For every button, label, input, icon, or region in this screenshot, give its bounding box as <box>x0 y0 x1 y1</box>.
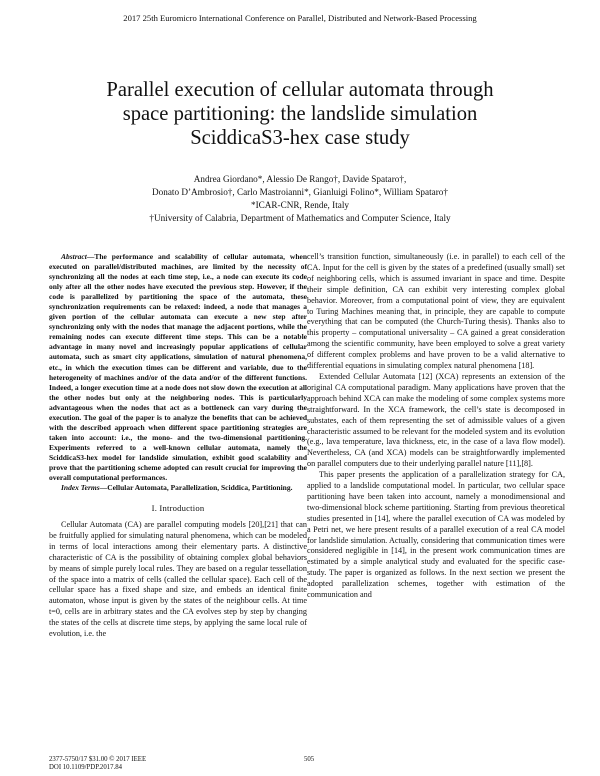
index-terms-text: —Cellular Automata, Parallelization, Sciddica, Partitioning. <box>99 483 293 493</box>
body-paragraph: Cellular Automata (CA) are parallel computing models [20],[21] that can be fruitfully applied for simulating natural phenomena, which can be modeled in terms of local interactions among their elementary parts. A distinctive characteristic of CA is the possibility of obtaining complex global behaviors by means of simple purely local rules. They are based on a regular tessellation of the space into a matrix of cells (called the cellular space). Each cell of the cellular space has a fixed shape and size, and embeds an identical finite automaton, whose input is given by the states of the neighbour cells. At time t=0, cells are in arbitrary states and the CA evolves step by step by changing the states of the cells at discrete time steps, by applying the same local rule of evolution, i.e. the <box>49 520 307 639</box>
right-column <box>307 252 565 601</box>
index-terms-label: Index Terms <box>61 483 100 493</box>
issn-text: 2377-5750/17 $31.00 © 2017 IEEE <box>49 756 147 763</box>
title-line: space partitioning: the landslide simulation <box>122 103 478 125</box>
conference-header: 2017 25th Euromicro International Conference on Parallel, Distributed and Network-Based Processing <box>123 13 477 23</box>
page-number: 505 <box>304 756 315 763</box>
author-line: Andrea Giordano*, Alessio De Rango†, Davide Spataro†, <box>193 174 407 184</box>
abstract-label: Abstract <box>61 252 87 261</box>
paper-title <box>60 78 540 150</box>
author-line: Donato D’Ambrosio†, Carlo Mastroianni*, Gianluigi Folino*, William Spataro† <box>152 187 448 197</box>
affiliation-line: †University of Calabria, Department of Mathematics and Computer Science, Italy <box>149 213 451 223</box>
section-heading: I. Introduction <box>151 503 205 514</box>
abstract-text: —The performance and scalability of cellular automata, when executed on parallel/distributed machines, are limited by the necessity of synchronizing all the nodes at each time step, i.e., a node can execute its code only after all the other nodes have executed the previous step. However, if the code is parallelized by partitioning the space of the automata, these synchronization requirements can be relaxed: indeed, a node that manages a given portion of the cellular automata can execute a new step after synchronizing only with the nodes that manage the adjacent portions, while the remaining nodes can execute different time steps. This can be a notable advantage in many novel and increasingly popular applications of cellular automata, such as smart city applications, simulation of natural phenomena, etc., in which the execution times can be different and variable, due to the heterogeneity of machines and/or of the data and/or of the different functions. Indeed, a longer execution time at a node does not slow down the execution at all the other nodes but only at the neighboring nodes. This is particularly advantageous when the nodes that act as a bottleneck can vary during the execution. The goal of the paper is to analyze the benefits that can be achieved with the described approach when different space partitioning strategies are taken into account: i.e., the mono- and the two-dimensional partitioning. Experiments referred to a well-known cellular automata, namely the SciddicaS3-hex model for landslide simulation, exhibit good scalability and prove that the partitioning scheme adopted can result crucial for improving the overall computational performances. <box>49 252 307 483</box>
left-column <box>49 252 307 640</box>
title-line: Parallel execution of cellular automata through <box>106 79 494 101</box>
author-block <box>0 173 600 225</box>
index-terms <box>49 483 307 493</box>
doi-text: DOI 10.1109/PDP.2017.84 <box>49 764 123 771</box>
body-paragraph: Extended Cellular Automata [12] (XCA) represents an extension of the original CA computational paradigm. Many applications have proven that the approach behind XCA can make the modeling of some complex systems more straightforward. In the XCA framework, the cell’s state is decomposed in substates, each of them representing the set of admissible values of a given characteristic assumed to be relevant for the modeled system and its evolution (e.g., lava temperature, lava thickness, etc, in the case of a lava flow model). Nevertheless, CA (and XCA) models can be straightforwardly implemented on parallel computers due to their underlying parallel nature [11],[8]. <box>307 371 565 469</box>
affiliation-line: *ICAR-CNR, Rende, Italy <box>251 200 349 210</box>
title-line: SciddicaS3-hex case study <box>190 127 410 149</box>
abstract <box>49 252 307 483</box>
body-paragraph: cell’s transition function, simultaneously (i.e. in parallel) to each cell of the CA. Input for the cell is given by the states of a predefined (usually small) set of neighboring cells, which is assumed invariant in space and time. Despite their simple definition, CA can exhibit very interesting complex global behavior. Moreover, from a computational point of view, they are equivalent to Turing Machines meaning that, in principle, they are capable to compute everything that can be computed (the Church-Turing thesis). Thanks also to this property – computational universality – CA gained a great consideration among the scientific community, have been employed to solve a great variety of different complex problems and have proven to be a valid alternative to differential equations in simulating complex natural phenomena [18]. <box>307 252 565 371</box>
body-paragraph: This paper presents the application of a parallelization strategy for CA, applied to a landslide computational model. In particular, two cellular space partitioning have been taken into account, namely a monodimensional and two-dimensional block scheme partitioning. Starting from previous theoretical studies presented in [14], where the parallel execution of CA was modeled by a Petri net, we here present results of a parallel execution of a real CA model for landslide simulation. Actually, considering that communication times were considered negligible in [14], in the present work communication times are estimated by a simple analytical study and evaluated for the specific case-study. The paper is organized as follows. In the next section we present the adopted parallelization schemes, together with estimation of the communication and <box>307 470 565 600</box>
